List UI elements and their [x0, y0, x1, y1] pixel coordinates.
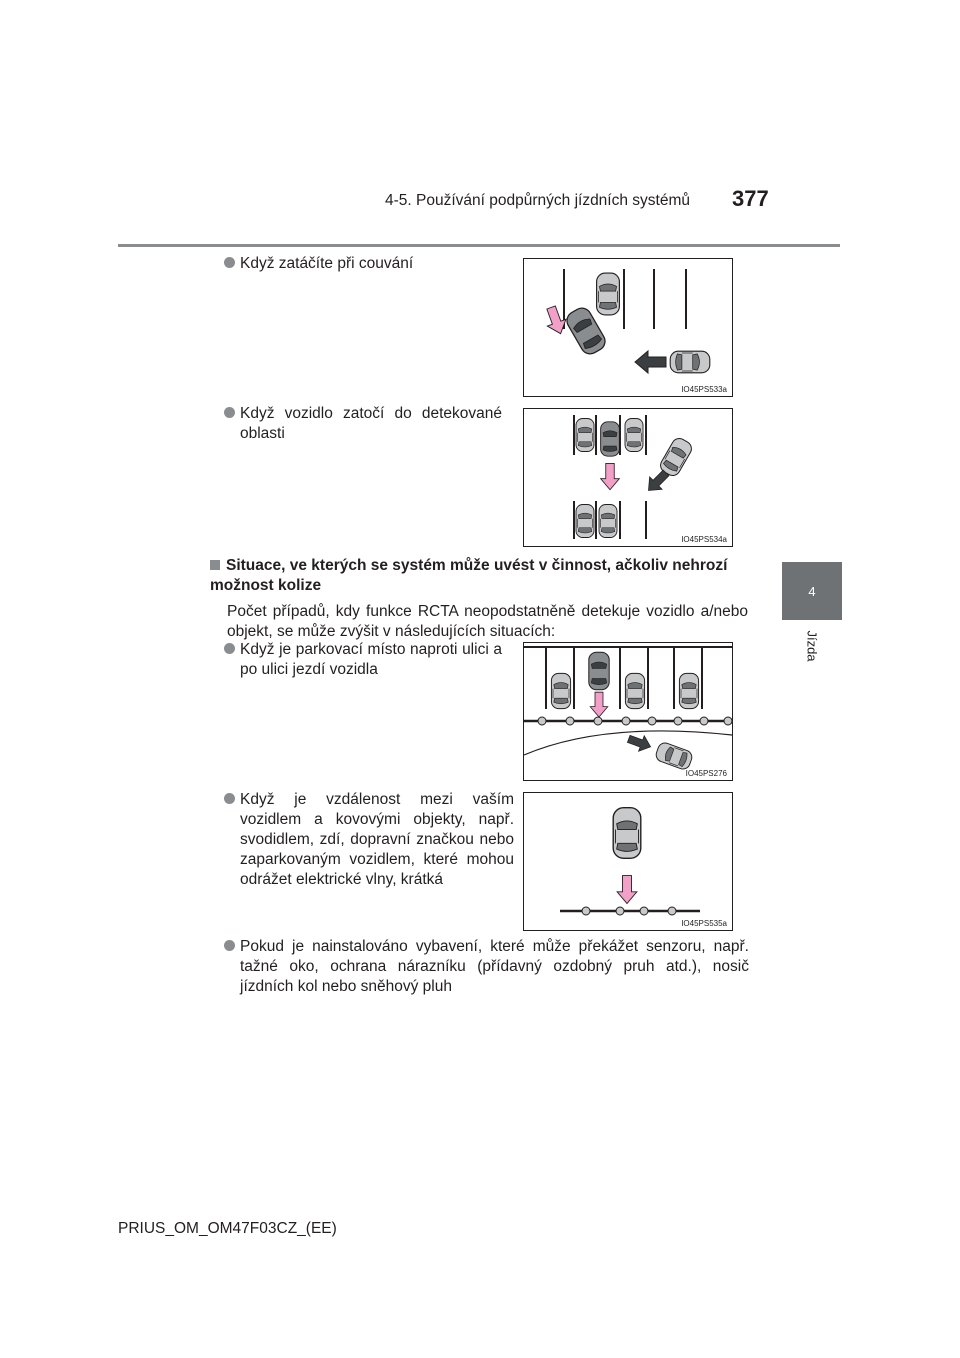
- chapter-label: Jízda: [804, 630, 820, 662]
- bullet-dot-icon: [224, 407, 235, 418]
- bullet-dot-icon: [224, 940, 235, 951]
- header-section-title: 4-5. Používání podpůrných jízdních systémů: [385, 192, 690, 209]
- figure-id-label: IO45PS535a: [681, 919, 727, 928]
- manual-code: PRIUS_OM_OM47F03CZ_(EE): [118, 1220, 337, 1237]
- chapter-number: 4: [808, 583, 816, 599]
- bullet-dot-icon: [224, 643, 235, 654]
- bullet-text: Když vozidlo zatočí do detekované oblasti: [240, 405, 502, 442]
- bullet-dot-icon: [224, 257, 235, 268]
- bullet-item: [224, 937, 749, 997]
- page-number: 377: [732, 186, 769, 211]
- bullet-text: Pokud je nainstalováno vybavení, které může překážet senzoru, např. tažné oko, ochrana nárazníku (přídavný ozdobný pruh atd.), nosič jízdních kol nebo sněhový pluh: [240, 938, 749, 995]
- chapter-label-wrap: [782, 622, 842, 670]
- figure-parking-opposite-street: [523, 642, 733, 781]
- section-body: Počet případů, kdy funkce RCTA neopodstatněně detekuje vozidlo a/nebo objekt, se může zvýšit v následujících situacích:: [227, 603, 748, 640]
- bullet-dot-icon: [224, 793, 235, 804]
- bullet-text: Když zatáčíte při couvání: [240, 255, 414, 272]
- bullet-item: [224, 404, 502, 444]
- bullet-item: [224, 254, 502, 274]
- section-heading-text: Situace, ve kterých se systém může uvést v činnost, ačkoliv nehrozí možnost kolize: [210, 557, 728, 594]
- header-divider: [118, 244, 840, 247]
- chapter-tab: [782, 562, 842, 620]
- bullet-item: [224, 790, 514, 890]
- figure-id-label: IO45PS533a: [681, 385, 727, 394]
- figure-id-label: IO45PS276: [685, 769, 727, 778]
- figure-vehicle-turning-into-area: [523, 408, 733, 547]
- bullet-text: Když je parkovací místo naproti ulici a po ulici jezdí vozidla: [240, 641, 502, 678]
- bullet-text: Když je vzdálenost mezi vaším vozidlem a kovovými objekty, např. svodidlem, zdí, dopravní značkou nebo zaparkovaným vozidlem, které mohou odrážet elektrické vlny, krátká: [240, 791, 514, 888]
- section-heading: [210, 556, 750, 596]
- heading-square-icon: [210, 560, 220, 570]
- figure-metal-objects-short-distance: [523, 792, 733, 931]
- bullet-item: [224, 640, 502, 680]
- figure-turning-while-reversing: [523, 258, 733, 397]
- figure-id-label: IO45PS534a: [681, 535, 727, 544]
